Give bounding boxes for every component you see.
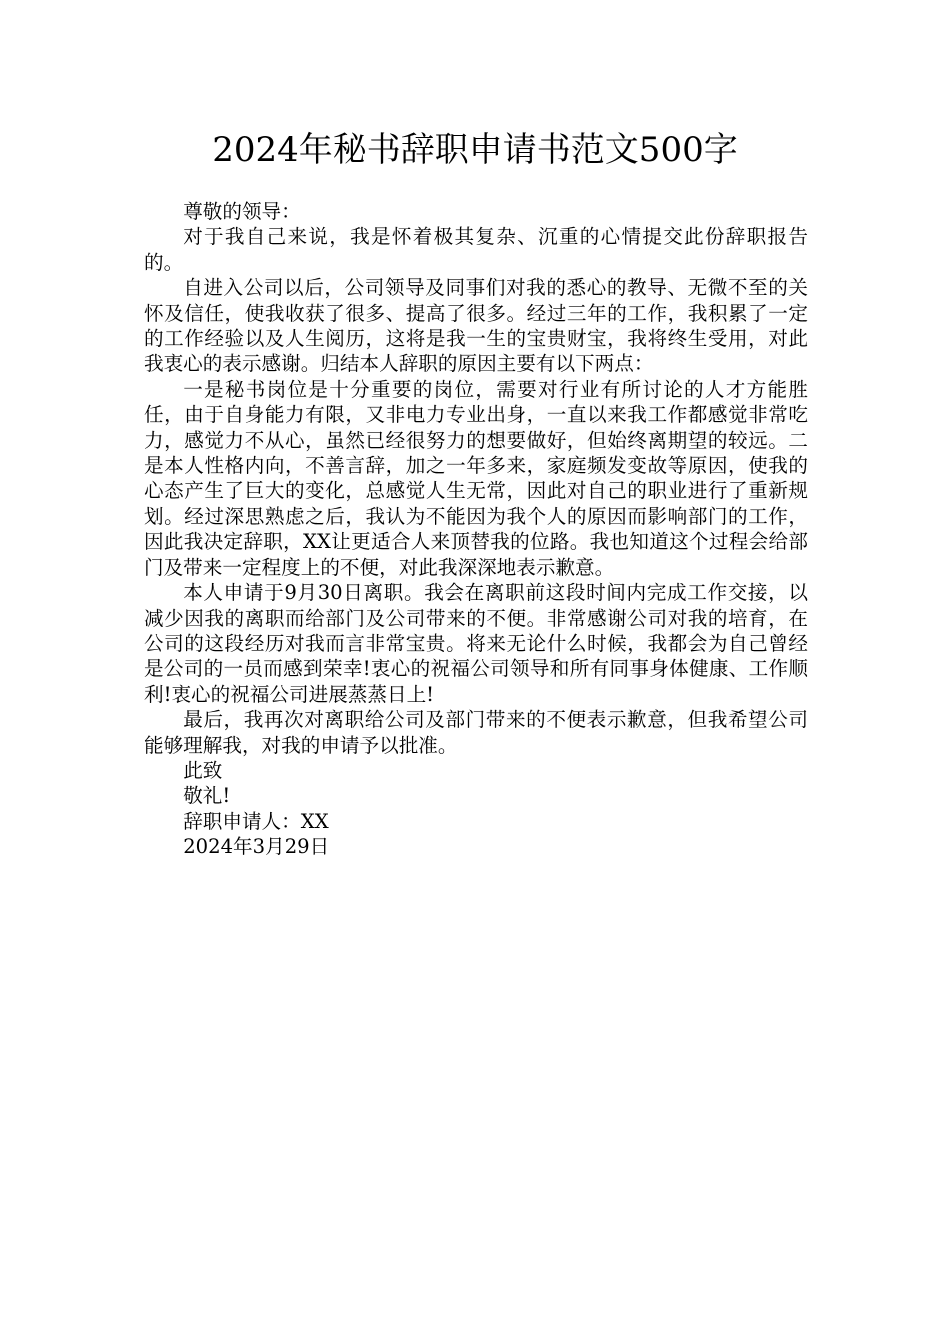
closing-line-2: 敬礼! — [183, 784, 231, 808]
closing-line-1: 此致 — [183, 758, 223, 782]
paragraph-4: 本人申请于9月30日离职。我会在离职前这段时间内完成工作交接，以减少因我的离职而给部门及公司带来的不便。非常感谢公司对我的培育，在公司的这段经历对我而言非常宝贵。将来无论什么时候，我都会为自己曾经是公司的一员而感到荣幸!衷心的祝福公司领导和所有同事身体健康、工作顺利!衷心的祝福公司进展蒸蒸日上! — [144, 581, 808, 706]
paragraph-5: 最后，我再次对离职给公司及部门带来的不便表示歉意，但我希望公司能够理解我，对我的申请予以批准。 — [144, 708, 808, 757]
paragraph-2: 自进入公司以后，公司领导及同事们对我的悉心的教导、无微不至的关怀及信任，使我收获了很多、提高了很多。经过三年的工作，我积累了一定的工作经验以及人生阅历，这将是我一生的宝贵财宝，我将终生受用，对此我衷心的表示感谢。归结本人辞职的原因主要有以下两点： — [144, 276, 808, 376]
document-title: 2024年秘书辞职申请书范文500字 — [212, 130, 738, 170]
date: 2024年3月29日 — [183, 835, 330, 859]
paragraph-1: 对于我自己来说，我是怀着极其复杂、沉重的心情提交此份辞职报告的。 — [144, 225, 808, 274]
document-body — [144, 199, 808, 860]
salutation: 尊敬的领导： — [183, 200, 301, 223]
paragraph-3: 一是秘书岗位是十分重要的岗位，需要对行业有所讨论的人才方能胜任，由于自身能力有限，又非电力专业出身，一直以来我工作都感觉非常吃力，感觉力不从心，虽然已经很努力的想要做好，但始终离期望的较远。二是本人性格内向，不善言辞，加之一年多来，家庭频发变故等原因，使我的心态产生了巨大的变化，总感觉人生无常，因此对自己的职业进行了重新规划。经过深思熟虑之后，我认为不能因为我个人的原因而影响部门的工作，因此我决定辞职，XX让更适合人来顶替我的位路。我也知道这个过程会给部门及带来一定程度上的不便，对此我深深地表示歉意。 — [144, 377, 808, 579]
signature: 辞职申请人：XX — [183, 809, 329, 833]
